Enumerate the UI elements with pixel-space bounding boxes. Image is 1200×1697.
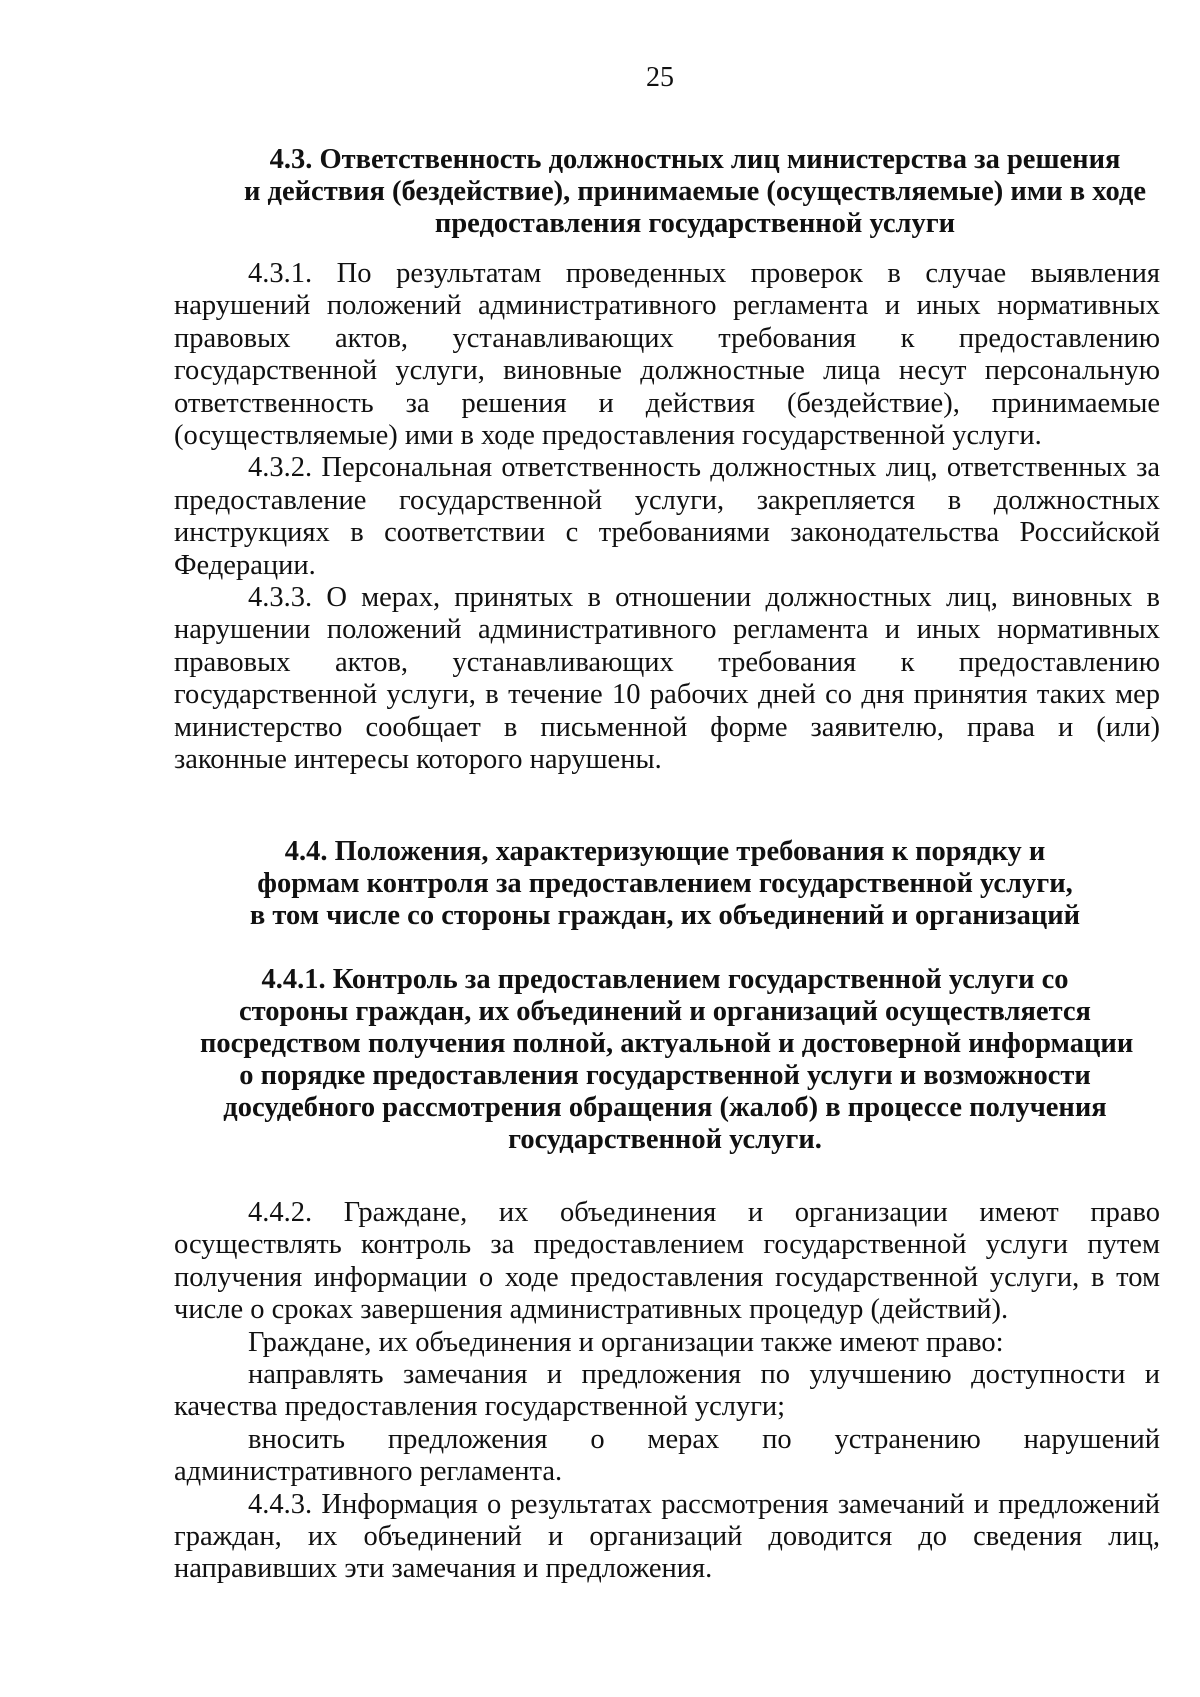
paragraph-line: правовых актов, устанавливающих требования к предоставлению	[174, 322, 1160, 354]
paragraph-line: 4.4.3. Информация о результатах рассмотрения замечаний и предложений	[248, 1488, 1160, 1520]
paragraph-line: вносить предложения о мерах по устранению нарушений	[248, 1423, 1160, 1455]
paragraph-line: (осуществляемые) ими в ходе предоставления государственной услуги.	[174, 420, 1042, 452]
paragraph-line: предоставление государственной услуги, закрепляется в должностных	[174, 484, 1160, 516]
paragraph-4-3-1	[174, 258, 1160, 452]
heading-line: формам контроля за предоставлением государственной услуги,	[257, 868, 1073, 899]
heading-line: государственной услуги.	[508, 1124, 822, 1155]
paragraph-line: граждан, их объединений и организаций доводится до сведения лиц,	[174, 1521, 1160, 1553]
paragraph-line: законные интересы которого нарушены.	[174, 744, 662, 776]
paragraph-line: направивших эти замечания и предложения.	[174, 1553, 713, 1585]
section-4-4-body	[174, 1197, 1160, 1586]
paragraph-line: осуществлять контроль за предоставлением государственной услуги путем	[174, 1229, 1160, 1261]
paragraph-line: получения информации о ходе предоставления государственной услуги, в том	[174, 1261, 1160, 1293]
paragraph-line: 4.4.2. Граждане, их объединения и организации имеют право	[248, 1197, 1160, 1228]
heading-line: посредством получения полной, актуальной и достоверной информации	[200, 1028, 1134, 1059]
subsection-4-4-1-heading	[200, 964, 1134, 1156]
heading-line: предоставления государственной услуги	[434, 208, 956, 239]
paragraph-line: 4.3.3. О мерах, принятых в отношении должностных лиц, виновных в	[248, 582, 1160, 614]
paragraph-4-4-3	[174, 1489, 1160, 1586]
paragraph-right-1	[174, 1359, 1160, 1424]
paragraph-line: Федерации.	[174, 549, 316, 581]
paragraph-4-3-2	[174, 452, 1160, 582]
paragraph-line: числе о сроках завершения административных процедур (действий).	[174, 1294, 1009, 1326]
paragraph-4-4-2	[174, 1197, 1160, 1327]
section-4-3-heading	[230, 144, 1160, 240]
heading-line: 4.4. Положения, характеризующие требования к порядку и	[284, 836, 1046, 867]
heading-line: 4.3. Ответственность должностных лиц министерства за решения	[269, 144, 1121, 175]
paragraph-line: нарушении положений административного регламента и иных нормативных	[174, 614, 1160, 646]
heading-line: досудебного рассмотрения обращения (жалоб) в процессе получения	[223, 1092, 1107, 1123]
section-4-4-heading	[200, 836, 1130, 932]
paragraph-rights-intro	[174, 1327, 1160, 1359]
paragraph-line: направлять замечания и предложения по улучшению доступности и	[248, 1359, 1160, 1391]
paragraph-line: Граждане, их объединения и организации также имеют право:	[248, 1326, 1004, 1358]
paragraph-line: государственной услуги, в течение 10 рабочих дней со дня принятия таких мер	[174, 679, 1160, 711]
paragraph-line: правовых актов, устанавливающих требования к предоставлению	[174, 646, 1160, 678]
paragraph-line: качества предоставления государственной услуги;	[174, 1391, 786, 1423]
paragraph-4-3-3	[174, 582, 1160, 776]
heading-line: в том числе со стороны граждан, их объединений и организаций	[249, 900, 1081, 931]
paragraph-line: 4.3.1. По результатам проведенных проверок в случае выявления	[248, 258, 1160, 289]
heading-line: о порядке предоставления государственной услуги и возможности	[239, 1060, 1091, 1091]
paragraph-right-2	[174, 1424, 1160, 1489]
paragraph-line: министерство сообщает в письменной форме заявителю, права и (или)	[174, 711, 1160, 743]
paragraph-line: 4.3.2. Персональная ответственность должностных лиц, ответственных за	[248, 452, 1160, 484]
heading-line: стороны граждан, их объединений и организаций осуществляется	[239, 996, 1091, 1027]
paragraph-line: ответственность за решения и действия (бездействие), принимаемые	[174, 387, 1160, 419]
paragraph-line: инструкциях в соответствии с требованиями законодательства Российской	[174, 517, 1160, 549]
heading-line: 4.4.1. Контроль за предоставлением государственной услуги со	[261, 964, 1069, 995]
page-number: 25	[646, 62, 674, 93]
heading-line: и действия (бездействие), принимаемые (осуществляемые) ими в ходе	[244, 176, 1146, 207]
section-4-3-body	[174, 258, 1160, 777]
paragraph-line: государственной услуги, виновные должностные лица несут персональную	[174, 355, 1160, 387]
paragraph-line: административного регламента.	[174, 1456, 563, 1488]
paragraph-line: нарушений положений административного регламента и иных нормативных	[174, 290, 1160, 322]
